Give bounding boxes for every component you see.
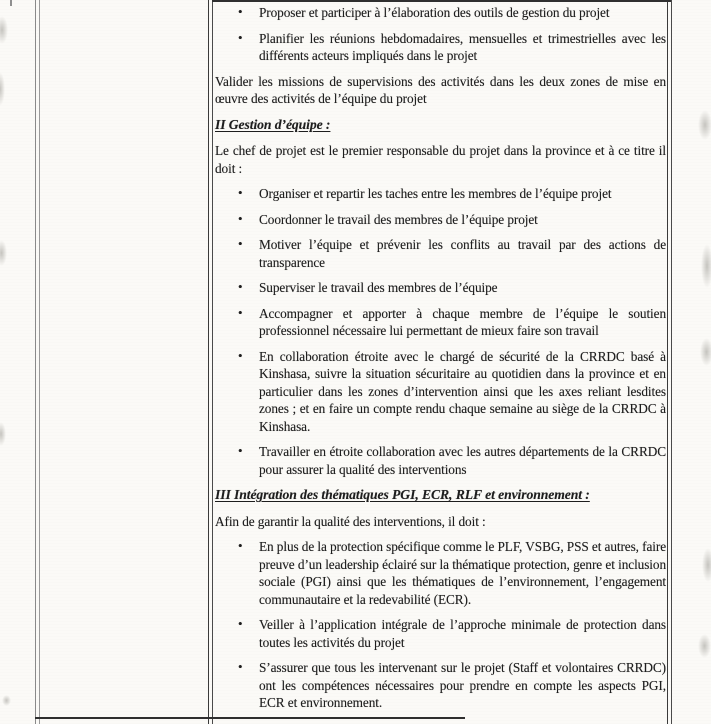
bullet-item: [215, 4, 666, 22]
bullet-icon: •: [238, 659, 243, 674]
bullet-item: [215, 443, 666, 478]
scan-artifact: [701, 244, 711, 288]
bullet-item: [215, 211, 666, 229]
paragraph: Le chef de projet est le premier responsable du projet dans la province et à ce titre il doit :: [215, 143, 666, 176]
bullet-icon: •: [238, 29, 243, 45]
table-border-middle-outer: [208, 0, 210, 724]
bullet-text: Planifier les réunions hebdomadaires, mensuelles et trimestrielles avec les différents acteurs impliqués dans le projet: [259, 30, 666, 63]
bullet-item: [215, 659, 666, 712]
section-heading-text: II Gestion d’équipe :: [215, 116, 331, 132]
bullet-icon: •: [238, 304, 243, 320]
bullet-text: Motiver l’équipe et prévenir les conflits au travail par des actions de transparence: [259, 237, 666, 270]
bullet-icon: •: [238, 185, 243, 200]
section-heading-gestion-equipe: [215, 116, 666, 134]
bullet-icon: •: [238, 210, 243, 226]
bullet-icon: •: [238, 538, 243, 553]
table-cell-responsibilities: [213, 0, 666, 720]
table-border-right-outer: [671, 0, 673, 724]
bullet-text: S’assurer que tous les intervenant sur le projet (Staff et volontaires CRRDC) ont les compétences nécessaires pour prendre en compte les aspects PGI, ECR et environnement.: [259, 660, 666, 710]
scan-artifact: [0, 422, 6, 446]
bullet-text: Accompagner et apporter à chaque membre de l’équipe le soutien professionnel nécessaire lui permettant de mieux faire son travail: [259, 305, 666, 338]
table-border-left-outer: [35, 0, 36, 724]
section-heading-integration-thematiques: [215, 486, 666, 504]
bullet-text: Coordonner le travail des membres de l’équipe projet: [259, 211, 538, 227]
scan-artifact: [0, 16, 8, 44]
scan-artifact: [698, 634, 711, 658]
bullet-icon: •: [238, 347, 243, 363]
bullet-text: Veiller à l’application intégrale de l’approche minimale de protection dans toutes les activités du projet: [259, 617, 666, 650]
table-border-right-inner: [667, 0, 669, 724]
scan-artifact: [700, 338, 711, 366]
bullet-item: [215, 185, 666, 203]
table-border-left-inner: [39, 0, 40, 724]
scan-artifact: [2, 695, 11, 706]
bullet-text: En plus de la protection spécifique comme le PLF, VSBG, PSS et autres, faire preuve d’un leadership éclairé sur la thématique protection, genre et inclusion sociale (PGI) ainsi que les thématiques de l’environnement, l’engagement communautaire et la redevabilité (ECR).: [259, 539, 666, 607]
bullet-item: [215, 305, 666, 340]
paragraph: Valider les missions de supervisions des activités dans les deux zones de mise en œuvre des activités de l’équipe du projet: [215, 73, 666, 106]
bullet-icon: •: [238, 4, 243, 19]
bullet-item: [215, 236, 666, 271]
paragraph: Afin de garantir la qualité des interventions, il doit :: [215, 513, 486, 529]
bullet-item: [215, 279, 666, 297]
bullet-icon: •: [238, 443, 243, 458]
bullet-icon: •: [238, 616, 243, 631]
section-heading-text: III Intégration des thématiques PGI, ECR, RLF et environnement :: [215, 487, 590, 502]
bullet-item: [215, 30, 666, 65]
table-border-stub: [10, 0, 12, 6]
scan-artifact: [0, 72, 5, 106]
bullet-text: Superviser le travail des membres de l’équipe: [259, 280, 498, 295]
scan-artifact: [0, 240, 7, 266]
bullet-text: En collaboration étroite avec le chargé de sécurité de la CRRDC basé à Kinshasa, suivre la situation sécuritaire au quotidien dans la province et en particulier dans les zones d’intervention ainsi que les axes reliant lesdites zones ; et en faire un compte rendu chaque semaine au siège de la CRRDC à Kinshasa.: [259, 348, 666, 434]
bullet-text: Proposer et participer à l’élaboration des outils de gestion du projet: [259, 5, 610, 20]
bullet-icon: •: [238, 279, 243, 294]
scan-artifact: [702, 548, 711, 582]
bullet-text: Organiser et repartir les taches entre les membres de l’équipe projet: [259, 186, 612, 201]
bullet-icon: •: [238, 236, 243, 251]
bullet-item: [215, 538, 666, 608]
scan-artifact: [698, 110, 711, 140]
bullet-item: [215, 616, 666, 651]
bullet-item: [215, 348, 666, 436]
bullet-text: Travailler en étroite collaboration avec les autres départements de la CRRDC pour assurer la qualité des interventions: [259, 444, 666, 477]
